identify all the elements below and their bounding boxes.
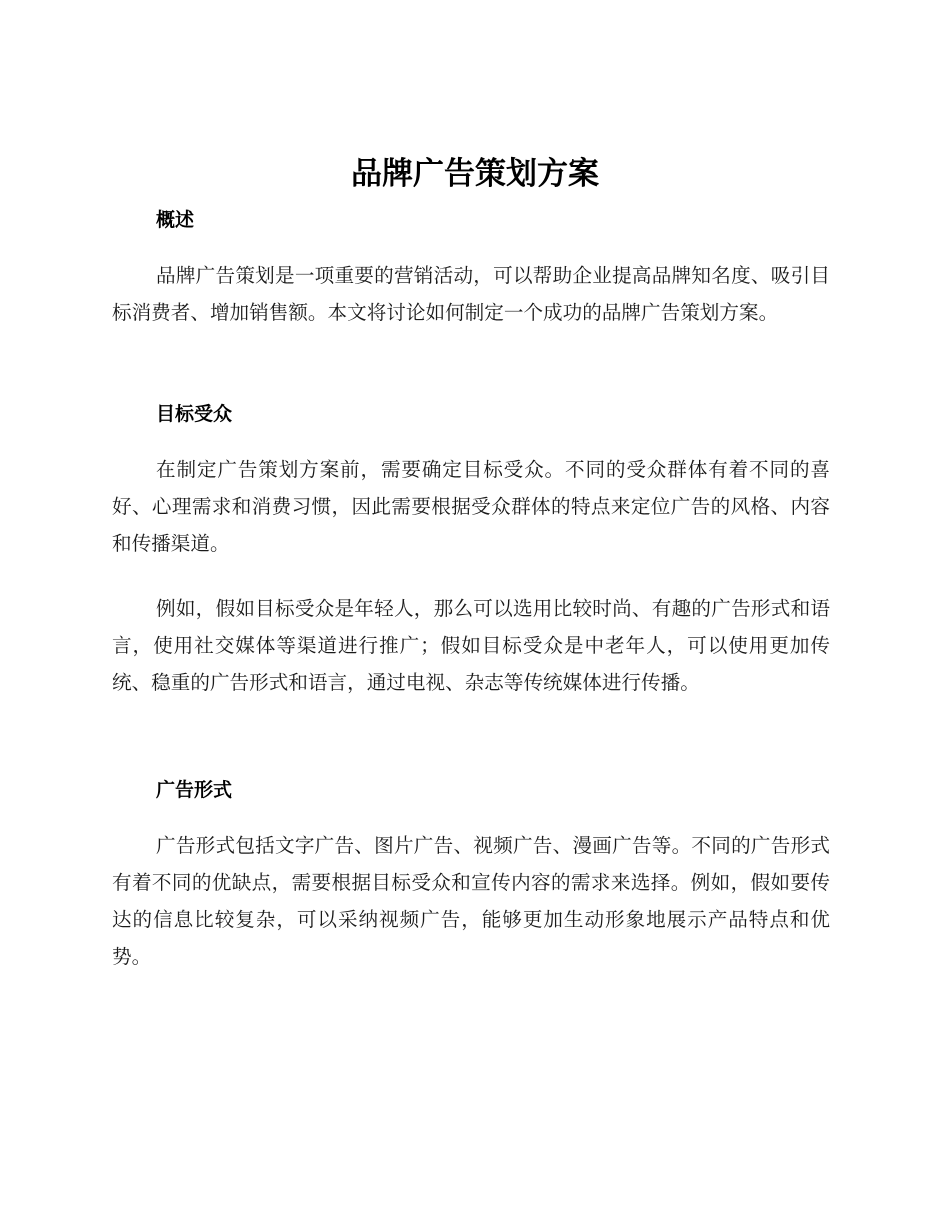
section-heading-target-audience: 目标受众: [156, 403, 233, 425]
section-heading-overview: 概述: [156, 209, 195, 231]
section-ad-format-paragraph: 广告形式包括文字广告、图片广告、视频广告、漫画广告等。不同的广告形式有着不同的优缺点，需要根据目标受众和宣传内容的需求来选择。例如，假如要传达的信息比较复杂，可以采纳视频广告，能够更加生动形象地展示产品特点和优势。: [112, 834, 830, 968]
document-title: 品牌广告策划方案: [351, 156, 599, 192]
section-overview-paragraph: 品牌广告策划是一项重要的营销活动，可以帮助企业提高品牌知名度、吸引目标消费者、增加销售额。本文将讨论如何制定一个成功的品牌广告策划方案。: [112, 264, 830, 324]
section-target-audience-paragraph-2: 例如，假如目标受众是年轻人，那么可以选用比较时尚、有趣的广告形式和语言，使用社交媒体等渠道进行推广；假如目标受众是中老年人，可以使用更加传统、稳重的广告形式和语言，通过电视、杂志等传统媒体进行传播。: [112, 597, 830, 694]
section-target-audience-paragraph-1: 在制定广告策划方案前，需要确定目标受众。不同的受众群体有着不同的喜好、心理需求和消费习惯，因此需要根据受众群体的特点来定位广告的风格、内容和传播渠道。: [112, 458, 830, 555]
section-heading-ad-format: 广告形式: [156, 779, 233, 801]
